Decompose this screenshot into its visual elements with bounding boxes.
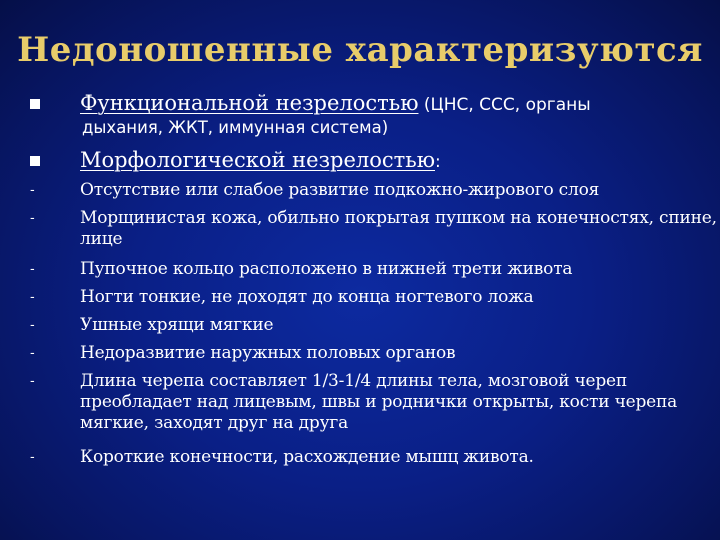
- term-continuation: дыхания, ЖКТ, иммунная система): [82, 118, 389, 137]
- list-item-text: Короткие конечности, расхождение мышц живота.: [80, 447, 534, 467]
- slide-title: Недоношенные характеризуются: [17, 30, 703, 70]
- main-item-text: [80, 90, 710, 138]
- list-item-text: Ушные хрящи мягкие: [80, 315, 274, 335]
- main-item-text: [80, 147, 710, 175]
- dash-bullet: -: [30, 318, 35, 333]
- term-suffix: (ЦНС, ССС, органы: [418, 95, 591, 115]
- term-suffix: :: [435, 152, 441, 172]
- list-item-text: Недоразвитие наружных половых органов: [80, 343, 456, 363]
- square-bullet-icon: [30, 156, 40, 166]
- term-functional: Функциональной незрелостью: [80, 91, 419, 115]
- list-item-text: Пупочное кольцо расположено в нижней трети живота: [80, 259, 573, 279]
- main-item-morphological: [30, 147, 710, 175]
- dash-bullet: -: [30, 211, 35, 226]
- dash-bullet: -: [30, 374, 35, 389]
- term-morphological: Морфологической незрелостью: [80, 148, 435, 172]
- list-item-text: Ногти тонкие, не доходят до конца ногтевого ложа: [80, 287, 534, 307]
- dash-bullet: -: [30, 262, 35, 277]
- dash-bullet: -: [30, 183, 35, 198]
- list-item-text: Морщинистая кожа, обильно покрытая пушком на конечностях, спине, лице: [80, 208, 717, 249]
- dash-bullet: -: [30, 346, 35, 361]
- square-bullet-icon: [30, 99, 40, 109]
- list-item-text: Отсутствие или слабое развитие подкожно-жирового слоя: [80, 180, 600, 200]
- list-item-text: Длина черепа составляет 1/3-1/4 длины тела, мозговой череп преобладает над лицевым, швы и роднички открыты, кости черепа мягкие, заходят друг на друга: [80, 371, 678, 433]
- dash-bullet: -: [30, 450, 35, 465]
- dash-bullet: -: [30, 290, 35, 305]
- main-item-functional: [30, 90, 710, 140]
